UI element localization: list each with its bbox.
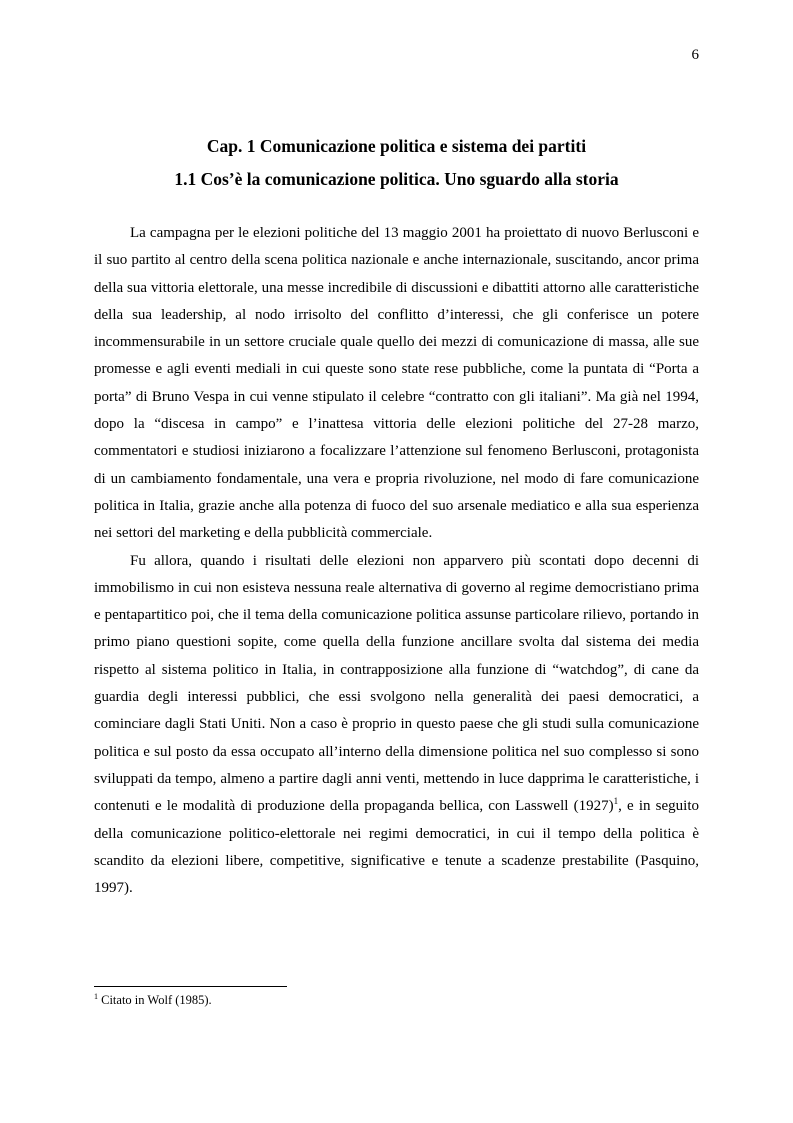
- footnote: [94, 993, 212, 1008]
- paragraph-1: La campagna per le elezioni politiche del 13 maggio 2001 ha proiettato di nuovo Berlusconi e il suo partito al centro della scena politica nazionale e anche internazionale, suscitando, ancor prima della sua vittoria elettorale, una messe incredibile di discussioni e dibattiti attorno alle caratteristiche della sua leadership, al nodo irrisolto del conflitto d’interessi, che gli conferisce un potere incommensurabile in un settore cruciale quale quello dei mezzi di comunicazione di massa, alle sue promesse e agli eventi mediali in cui queste sono state rese pubbliche, come la puntata di “Porta a porta” di Bruno Vespa in cui venne stipulato il celebre “contratto con gli italiani”. Ma già nel 1994, dopo la “discesa in campo” e l’inattesa vittoria delle elezioni politiche del 27-28 marzo, commentatori e studiosi iniziarono a focalizzare l’attenzione sul fenomeno Berlusconi, protagonista di un cambiamento fondamentale, una vera e propria rivoluzione, nel modo di fare comunicazione politica in Italia, grazie anche alla potenza di fuoco del suo arsenale mediatico e alla sua esperienza nei settori del marketing e della pubblicità commerciale.: [94, 225, 699, 542]
- paragraph-2-text: Fu allora, quando i risultati delle elezioni non apparvero più scontati dopo decenni di immobilismo in cui non esisteva nessuna reale alternativa di governo al regime democristiano prima e pentapartitico poi, che il tema della comunicazione politica assunse particolare rilievo, portando in primo piano questioni sopite, come quella della funzione ancillare svolta dal sistema dei media rispetto al sistema politico in Italia, in contrapposizione alla funzione di “watchdog”, di cane da guardia degli interessi pubblici, che essi svolgono nella generalità dei paesi democratici, a cominciare dagli Stati Uniti. Non a caso è proprio in questo paese che gli studi sulla comunicazione politica e sul posto da essa occupato all’interno della dimensione politica nel suo complesso si sono sviluppati da tempo, almeno a partire dagli anni venti, mettendo in luce dapprima le caratteristiche, i contenuti e le modalità di produzione della propaganda bellica, con Lasswell (1927): [94, 552, 699, 815]
- footnote-reference[interactable]: 1: [613, 796, 619, 807]
- headings: [94, 130, 699, 196]
- footnote-text: Citato in Wolf (1985).: [98, 993, 212, 1007]
- footnote-marker: 1: [94, 991, 98, 1001]
- chapter-title: Cap. 1 Comunicazione politica e sistema dei partiti: [206, 136, 587, 156]
- section-title: 1.1 Cos’è la comunicazione politica. Uno sguardo alla storia: [174, 169, 619, 189]
- body-text: [94, 220, 699, 902]
- paragraph-2: [94, 548, 699, 903]
- footnote-divider: [94, 986, 287, 987]
- page-number: 6: [691, 47, 699, 63]
- paragraph-2-text-continued: , e in seguito della comunicazione politico-elettorale nei regimi democratici, in cui il tempo della politica è scandito da elezioni libere, competitive, significative e tenute a scadenze prestabilite (Pasquino, 1997).: [94, 798, 700, 897]
